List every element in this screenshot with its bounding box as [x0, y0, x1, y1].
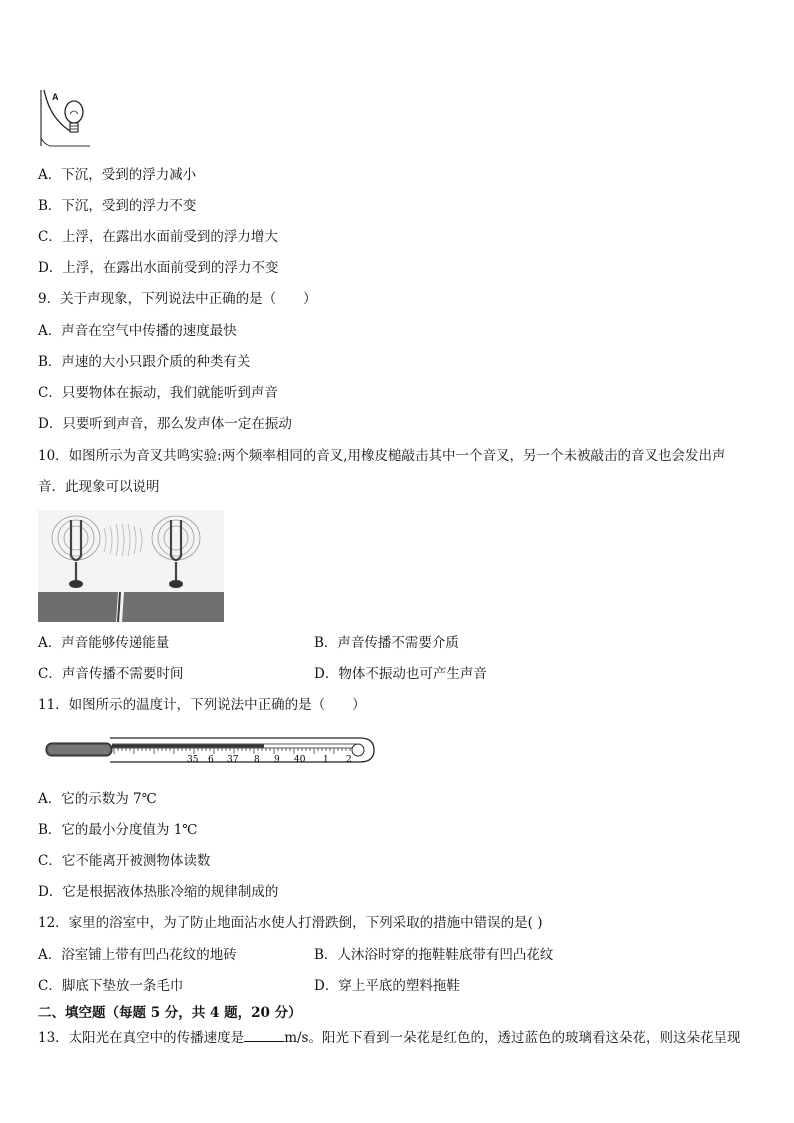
q9-option-c: C．只要物体在振动，我们就能听到声音: [38, 385, 278, 401]
thermo-tick-label: 37: [227, 755, 239, 765]
q13-stem-text: 13．太阳光在真空中的传播速度是: [38, 1030, 245, 1046]
thermo-tick-label: 2: [346, 755, 352, 765]
q13-answer-blank[interactable]: [244, 1029, 284, 1042]
thermometer-figure: [40, 732, 380, 772]
section-title-fill-in: 二、填空题（每题 5 分，共 4 题，20 分）: [38, 1005, 302, 1021]
q10-option-d: D．物体不振动也可产生声音: [314, 666, 487, 682]
q13-stem-unit: m/s。阳光下看到一朵花是红色的，透过蓝色的玻璃看这朵花，则这朵花呈现: [284, 1030, 741, 1046]
q8-option-b: B．下沉，受到的浮力不变: [38, 198, 197, 214]
q9-option-d: D．只要听到声音，那么发声体一定在振动: [38, 416, 292, 432]
thermo-tick-label: 9: [274, 755, 280, 765]
q12-option-d: D．穿上平底的塑料拖鞋: [314, 978, 460, 994]
thermo-tick-label: 35: [187, 755, 199, 765]
q12-option-c: C．脚底下垫放一条毛巾: [38, 978, 184, 994]
thermo-tick-label: 6: [208, 755, 214, 765]
q12-option-a: A．浴室铺上带有凹凸花纹的地砖: [38, 947, 237, 963]
thermo-tick-label: 40: [294, 755, 306, 765]
bulb-figure: [38, 88, 94, 148]
bulb-diagram: [38, 88, 94, 148]
q8-option-c: C．上浮，在露出水面前受到的浮力增大: [38, 229, 278, 245]
q11-stem: 11．如图所示的温度计，下列说法中正确的是（ ）: [38, 697, 366, 713]
q12-stem: 12．家里的浴室中，为了防止地面沾水使人打滑跌倒，下列采取的措施中错误的是( ): [38, 915, 543, 931]
tuning-fork-figure: [38, 510, 224, 622]
thermometer-diagram: [40, 732, 380, 772]
q10-option-c: C．声音传播不需要时间: [38, 666, 184, 682]
q9-option-b: B．声速的大小只跟介质的种类有关: [38, 354, 251, 370]
q11-option-d: D．它是根据液体热胀冷缩的规律制成的: [38, 884, 279, 900]
q8-option-a: A．下沉，受到的浮力减小: [38, 167, 197, 183]
q10-stem-line2: 音．此现象可以说明: [38, 479, 160, 495]
q11-option-c: C．它不能离开被测物体读数: [38, 853, 211, 869]
q13-stem: [38, 1029, 740, 1047]
q10-option-a: A．声音能够传递能量: [38, 635, 170, 651]
bulb-label-a: A: [52, 92, 59, 102]
q9-stem: 9．关于声现象，下列说法中正确的是（ ）: [38, 291, 317, 307]
thermo-tick-label: 8: [254, 755, 260, 765]
thermo-tick-label: 1: [323, 755, 329, 765]
q10-stem-line1: 10．如图所示为音叉共鸣实验:两个频率相同的音叉,用橡皮槌敲击其中一个音叉，另一个未被敲击的音叉也会发出声: [38, 448, 726, 464]
q11-option-a: A．它的示数为 7℃: [38, 791, 157, 807]
q9-option-a: A．声音在空气中传播的速度最快: [38, 323, 237, 339]
tuning-fork-photo: [38, 510, 224, 622]
q10-option-b: B．声音传播不需要介质: [314, 635, 459, 651]
q12-option-b: B．人沐浴时穿的拖鞋鞋底带有凹凸花纹: [314, 947, 554, 963]
q11-option-b: B．它的最小分度值为 1℃: [38, 822, 198, 838]
q8-option-d: D．上浮，在露出水面前受到的浮力不变: [38, 260, 279, 276]
